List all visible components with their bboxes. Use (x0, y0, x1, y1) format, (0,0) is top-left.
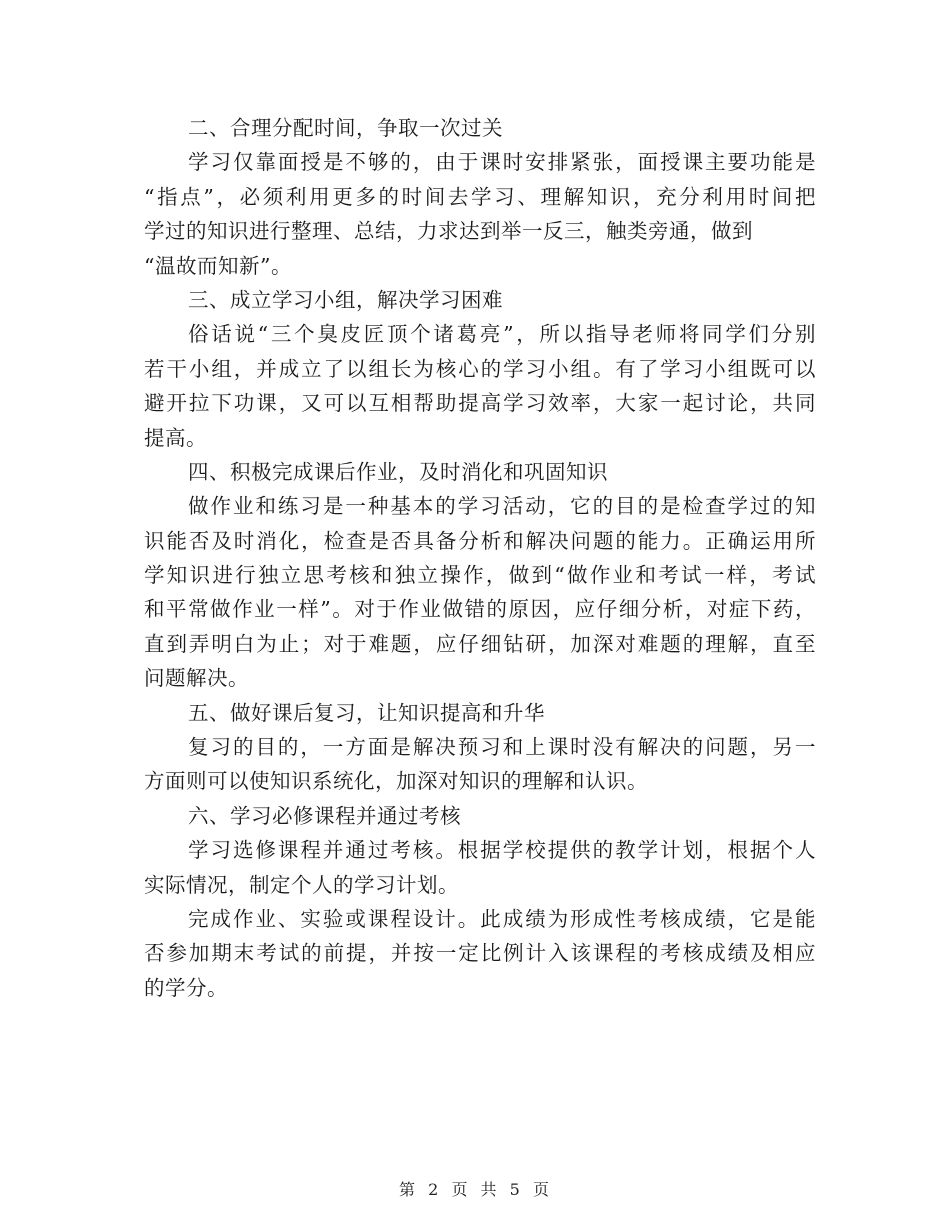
footer-suffix: 页 (532, 1180, 551, 1199)
text-line: 实际情况，制定个人的学习计划。 (144, 872, 459, 897)
text-line: 复习的目的，一方面是解决预习和上课时没有解决的问题，另一 (188, 735, 816, 760)
text-line: 直到弄明白为止；对于难题，应仔细钻研，加深对难题的理解，直至 (144, 631, 816, 656)
text-line: “指点”，必须利用更多的时间去学习、理解知识，充分利用时间把 (144, 184, 816, 209)
text-line: 和平常做作业一样”。对于作业做错的原因，应仔细分析，对症下药， (144, 597, 816, 622)
text-line: 四、积极完成课后作业，及时消化和巩固知识 (188, 459, 608, 484)
text-line: 避开拉下功课，又可以互相帮助提高学习效率，大家一起讨论，共同 (144, 391, 816, 416)
text-line: 俗话说“三个臭皮匠顶个诸葛亮”，所以指导老师将同学们分别 (188, 322, 816, 347)
text-line: 二、合理分配时间，争取一次过关 (188, 116, 503, 140)
footer-current-page: 2 (428, 1180, 441, 1199)
text-line: 完成作业、实验或课程设计。此成绩为形成性考核成绩，它是能 (188, 906, 816, 931)
text-line: 若干小组，并成立了以组长为核心的学习小组。有了学习小组既可以 (144, 356, 816, 381)
text-line: 学过的知识进行整理、总结，力求达到举一反三，触类旁通，做到 (144, 219, 753, 244)
text-line: 三、成立学习小组，解决学习困难 (188, 287, 503, 312)
text-line: 六、学习必修课程并通过考核 (188, 803, 461, 828)
text-line: 方面则可以使知识系统化，加深对知识的理解和认识。 (144, 769, 648, 794)
text-line: 五、做好课后复习，让知识提高和升华 (188, 700, 545, 725)
text-line: 学知识进行独立思考核和独立操作，做到“做作业和考试一样，考试 (144, 563, 816, 588)
text-line: 学习选修课程并通过考核。根据学校提供的教学计划，根据个人 (188, 838, 816, 863)
footer-prefix: 第 (399, 1180, 418, 1199)
text-line: 识能否及时消化，检查是否具备分析和解决问题的能力。正确运用所 (144, 528, 816, 553)
text-line: 否参加期末考试的前提，并按一定比例计入该课程的考核成绩及相应 (144, 941, 816, 966)
text-line: 问题解决。 (144, 666, 249, 691)
footer-total-pages: 5 (509, 1180, 522, 1199)
text-line: “温故而知新”。 (144, 253, 292, 278)
page-footer (0, 1180, 950, 1200)
document-body (144, 111, 816, 1005)
text-line: 做作业和练习是一种基本的学习活动，它的目的是检查学过的知 (188, 494, 816, 519)
footer-page-word: 页 (451, 1180, 470, 1199)
text-line: 学习仅靠面授是不够的，由于课时安排紧张，面授课主要功能是 (188, 150, 816, 175)
text-line: 的学分。 (144, 975, 228, 1000)
footer-total-word: 共 (480, 1180, 499, 1199)
text-line: 提高。 (144, 425, 207, 450)
